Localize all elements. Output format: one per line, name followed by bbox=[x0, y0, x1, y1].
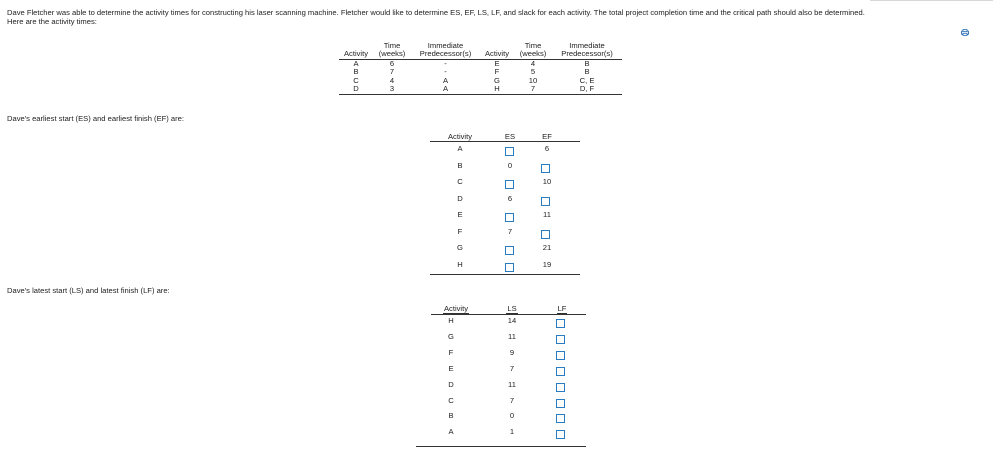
activity-cell: A bbox=[353, 58, 359, 68]
activity-cell: E bbox=[494, 58, 500, 68]
time-cell: 4 bbox=[389, 75, 395, 85]
pred-header-top: Immediate bbox=[427, 41, 464, 50]
es-answer-input[interactable] bbox=[505, 263, 514, 272]
time-cell: 5 bbox=[530, 67, 536, 77]
ef-answer-input[interactable] bbox=[541, 197, 550, 206]
lf-answer-input[interactable] bbox=[556, 430, 565, 439]
ef-header: EF bbox=[542, 132, 552, 141]
ef-answer-input[interactable] bbox=[541, 164, 550, 173]
ls-cell: 7 bbox=[509, 363, 515, 373]
table-row bbox=[339, 85, 622, 94]
activity-header: Activity bbox=[480, 50, 514, 59]
ls-cell: 0 bbox=[509, 411, 515, 421]
activity-cell: G bbox=[448, 331, 454, 341]
activity-cell: F bbox=[448, 347, 454, 357]
predecessor-cell: - bbox=[444, 58, 447, 68]
predecessor-cell: A bbox=[442, 75, 449, 85]
pred-header-bottom: Predecessor(s) bbox=[552, 50, 622, 59]
ef-cell: 10 bbox=[542, 177, 552, 186]
lf-answer-input[interactable] bbox=[556, 319, 565, 328]
es-cell: 0 bbox=[507, 160, 513, 170]
es-answer-input[interactable] bbox=[505, 147, 514, 156]
es-header: ES bbox=[504, 132, 516, 141]
lf-header: LF bbox=[557, 304, 567, 313]
ls-lf-table bbox=[416, 305, 586, 447]
predecessor-cell: A bbox=[411, 85, 480, 94]
lf-answer-input[interactable] bbox=[556, 383, 565, 392]
predecessor-cell: - bbox=[444, 67, 447, 77]
ls-cell: 14 bbox=[507, 316, 517, 325]
activity-header: Activity bbox=[447, 132, 473, 141]
activity-cell: B bbox=[448, 411, 454, 421]
ls-cell: 7 bbox=[509, 395, 515, 405]
activity-cell: D bbox=[457, 193, 463, 203]
bottom-rule bbox=[430, 274, 580, 275]
ef-cell: 11 bbox=[543, 210, 551, 219]
es-answer-input[interactable] bbox=[505, 246, 514, 255]
activity-header: Activity bbox=[339, 50, 373, 59]
header-rule bbox=[431, 314, 586, 315]
activity-cell: A bbox=[457, 144, 463, 153]
time-header-bottom: (weeks) bbox=[373, 50, 411, 59]
es-cell: 7 bbox=[507, 226, 513, 236]
predecessor-cell: B bbox=[584, 67, 590, 77]
activity-cell: F bbox=[494, 67, 500, 77]
predecessor-cell: D, F bbox=[552, 85, 622, 94]
ef-cell: 21 bbox=[542, 243, 552, 252]
activity-cell: H bbox=[480, 85, 514, 94]
activity-cell: F bbox=[457, 226, 463, 236]
ls-header: LS bbox=[507, 304, 517, 313]
time-cell: 6 bbox=[389, 58, 395, 68]
es-ef-table bbox=[430, 133, 580, 275]
lf-answer-input[interactable] bbox=[556, 335, 565, 344]
time-cell: 7 bbox=[389, 67, 395, 77]
activity-cell: C bbox=[448, 395, 454, 405]
ef-cell: 6 bbox=[544, 144, 550, 153]
activity-cell: E bbox=[448, 363, 454, 373]
activity-cell: H bbox=[457, 259, 463, 269]
intro-line-1: Dave Fletcher was able to determine the activity times for constructing his laser scanning machine. Fletcher would like to determine ES, EF, LS, LF, and slack for each activity. The total project completion time and the critical path should also be determined. bbox=[7, 8, 865, 17]
activity-cell: G bbox=[457, 243, 463, 252]
es-cell: 6 bbox=[507, 193, 513, 203]
pred-header-top: Immediate bbox=[569, 41, 605, 50]
time-header-bottom: (weeks) bbox=[514, 50, 552, 59]
predecessor-cell: C, E bbox=[579, 75, 595, 85]
activity-times-table bbox=[339, 42, 622, 95]
activity-cell: D bbox=[448, 379, 454, 389]
time-cell: 7 bbox=[514, 85, 552, 94]
time-header-top: Time bbox=[524, 41, 542, 50]
header-rule bbox=[430, 141, 580, 142]
ls-cell: 11 bbox=[508, 379, 516, 389]
time-cell: 4 bbox=[530, 58, 536, 68]
predecessor-cell: B bbox=[584, 58, 590, 68]
print-icon[interactable] bbox=[961, 29, 969, 36]
es-ef-label: Dave's earliest start (ES) and earliest finish (EF) are: bbox=[7, 114, 185, 123]
ls-cell: 11 bbox=[508, 331, 516, 341]
problem-statement bbox=[7, 9, 987, 26]
lf-answer-input[interactable] bbox=[556, 367, 565, 376]
time-header-top: Time bbox=[383, 41, 401, 50]
activity-cell: C bbox=[457, 177, 463, 186]
ef-answer-input[interactable] bbox=[541, 230, 550, 239]
ls-cell: 1 bbox=[509, 427, 515, 437]
activity-cell: G bbox=[494, 75, 500, 85]
activity-cell: A bbox=[448, 427, 454, 437]
activity-cell: B bbox=[457, 160, 463, 170]
activity-cell: D bbox=[339, 85, 373, 94]
intro-line-2: Here are the activity times: bbox=[7, 16, 97, 26]
activity-cell: H bbox=[448, 316, 454, 325]
time-cell: 10 bbox=[528, 75, 538, 85]
ls-lf-label: Dave's latest start (LS) and latest finish (LF) are: bbox=[7, 286, 170, 295]
lf-answer-input[interactable] bbox=[556, 351, 565, 360]
top-divider bbox=[870, 0, 993, 1]
activity-cell: C bbox=[353, 75, 359, 85]
ls-cell: 9 bbox=[509, 347, 515, 357]
bottom-rule bbox=[416, 446, 586, 447]
ef-cell: 19 bbox=[542, 259, 552, 269]
activity-cell: E bbox=[457, 210, 463, 219]
time-cell: 3 bbox=[373, 85, 411, 94]
lf-answer-input[interactable] bbox=[556, 399, 565, 408]
es-answer-input[interactable] bbox=[505, 180, 514, 189]
lf-answer-input[interactable] bbox=[556, 414, 565, 423]
pred-header-bottom: Predecessor(s) bbox=[411, 50, 480, 59]
table-row bbox=[339, 59, 622, 68]
activity-header: Activity bbox=[443, 304, 469, 313]
activity-cell: B bbox=[353, 67, 359, 77]
es-answer-input[interactable] bbox=[505, 213, 514, 222]
